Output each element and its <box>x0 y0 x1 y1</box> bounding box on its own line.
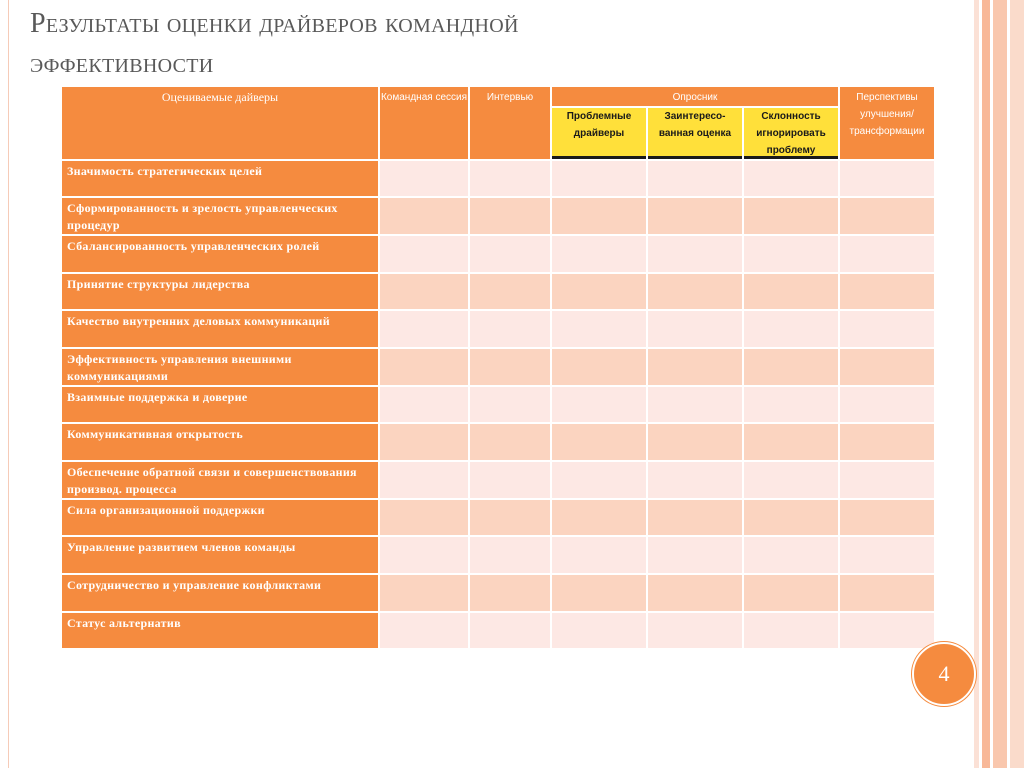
table-cell <box>469 197 551 235</box>
table-cell <box>647 310 743 348</box>
table-cell <box>379 348 469 386</box>
table-cell <box>469 612 551 649</box>
table-cell <box>839 160 935 197</box>
table-row <box>61 160 935 197</box>
table-row <box>61 386 935 423</box>
table-cell <box>647 386 743 423</box>
table-cell <box>839 574 935 612</box>
decorative-stripes <box>974 0 1024 768</box>
table-cell <box>379 310 469 348</box>
slide-title <box>30 4 930 84</box>
table-cell <box>743 499 839 536</box>
row-label: Сбалансированность управленческих ролей <box>61 235 379 273</box>
table-cell <box>469 461 551 499</box>
row-label: Управление развитием членов команды <box>61 536 379 574</box>
table-cell <box>743 310 839 348</box>
table-cell <box>379 197 469 235</box>
table-cell <box>469 536 551 574</box>
page-number-badge: 4 <box>912 642 976 706</box>
table-cell <box>469 273 551 310</box>
slide-title-line1: Результаты оценки драйверов командной <box>30 8 519 39</box>
row-label: Коммуникативная открытость <box>61 423 379 461</box>
table-cell <box>469 160 551 197</box>
table-cell <box>647 574 743 612</box>
table-cell <box>551 461 647 499</box>
header-ignore-tendency: Склонность игнорировать проблему <box>743 107 839 160</box>
table-cell <box>839 536 935 574</box>
row-label: Качество внутренних деловых коммуникаций <box>61 310 379 348</box>
table-cell <box>839 423 935 461</box>
header-team-session: Командная сессия <box>379 86 469 160</box>
table-row <box>61 499 935 536</box>
table-cell <box>743 235 839 273</box>
left-border-line <box>8 0 9 768</box>
table-row <box>61 612 935 649</box>
row-label: Обеспечение обратной связи и совершенствования производ. процесса <box>61 461 379 499</box>
table-cell <box>551 612 647 649</box>
table-cell <box>551 536 647 574</box>
table-cell <box>551 423 647 461</box>
table-row <box>61 348 935 386</box>
table-cell <box>551 273 647 310</box>
table-cell <box>379 235 469 273</box>
table-row <box>61 461 935 499</box>
table-cell <box>743 197 839 235</box>
table-cell <box>647 499 743 536</box>
row-label: Сила организационной поддержки <box>61 499 379 536</box>
table-cell <box>743 348 839 386</box>
table-cell <box>379 612 469 649</box>
table-cell <box>379 160 469 197</box>
table-cell <box>379 499 469 536</box>
table-cell <box>647 423 743 461</box>
table-cell <box>469 235 551 273</box>
table-cell <box>379 273 469 310</box>
table-cell <box>379 423 469 461</box>
drivers-assessment-table <box>60 85 936 650</box>
table-cell <box>647 273 743 310</box>
table-cell <box>551 499 647 536</box>
table-cell <box>647 461 743 499</box>
row-label: Эффективность управления внешними коммуникациями <box>61 348 379 386</box>
table-row <box>61 423 935 461</box>
table-cell <box>469 574 551 612</box>
table-cell <box>743 612 839 649</box>
table-cell <box>551 348 647 386</box>
table-cell <box>839 612 935 649</box>
row-label: Сформированность и зрелость управленческих процедур <box>61 197 379 235</box>
table-cell <box>551 574 647 612</box>
table-row <box>61 536 935 574</box>
table-cell <box>647 348 743 386</box>
table-cell <box>647 235 743 273</box>
table-row <box>61 310 935 348</box>
table-cell <box>379 461 469 499</box>
table-cell <box>839 386 935 423</box>
header-drivers: Оцениваемые дайверы <box>61 86 379 160</box>
table-cell <box>551 197 647 235</box>
table-cell <box>839 273 935 310</box>
table-cell <box>551 386 647 423</box>
table-cell <box>379 574 469 612</box>
table-cell <box>469 386 551 423</box>
table-cell <box>647 612 743 649</box>
table-row <box>61 197 935 235</box>
header-interested-assessment: Заинтересо-ванная оценка <box>647 107 743 160</box>
table-cell <box>379 536 469 574</box>
slide-title-line2: эффективности <box>30 48 214 79</box>
table-cell <box>743 423 839 461</box>
table-cell <box>839 461 935 499</box>
table-cell <box>839 499 935 536</box>
table-cell <box>743 574 839 612</box>
table-cell <box>379 386 469 423</box>
table-cell <box>647 160 743 197</box>
header-prospects: Перспективы улучшения/ трансформации <box>839 86 935 160</box>
table-cell <box>647 536 743 574</box>
table-cell <box>551 310 647 348</box>
row-label: Взаимные поддержка и доверие <box>61 386 379 423</box>
table-row <box>61 273 935 310</box>
table-cell <box>551 235 647 273</box>
table-cell <box>551 160 647 197</box>
table-cell <box>469 423 551 461</box>
row-label: Значимость стратегических целей <box>61 160 379 197</box>
row-label: Принятие структуры лидерства <box>61 273 379 310</box>
table-cell <box>647 197 743 235</box>
table-cell <box>743 536 839 574</box>
table-cell <box>743 461 839 499</box>
table-cell <box>839 235 935 273</box>
table-cell <box>469 348 551 386</box>
header-questionnaire: Опросник <box>551 86 839 107</box>
header-interview: Интервью <box>469 86 551 160</box>
table-row <box>61 574 935 612</box>
row-label: Сотрудничество и управление конфликтами <box>61 574 379 612</box>
table-cell <box>839 197 935 235</box>
table-cell <box>743 386 839 423</box>
table-cell <box>839 310 935 348</box>
table-row <box>61 235 935 273</box>
table-cell <box>469 499 551 536</box>
table-cell <box>469 310 551 348</box>
table-cell <box>743 160 839 197</box>
row-label: Статус альтернатив <box>61 612 379 649</box>
header-problem-drivers: Проблемные драйверы <box>551 107 647 160</box>
table-cell <box>839 348 935 386</box>
table-cell <box>743 273 839 310</box>
